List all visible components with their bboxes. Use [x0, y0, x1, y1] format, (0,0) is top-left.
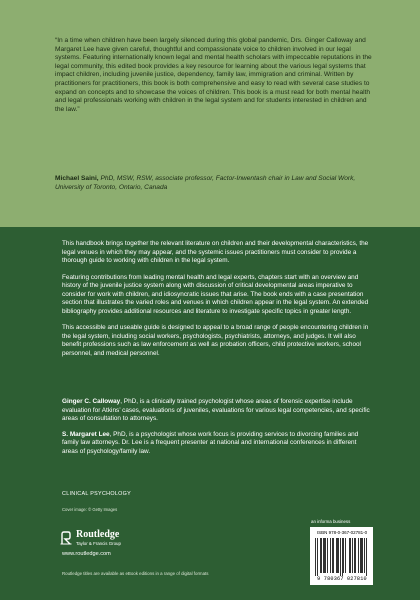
publisher-group: Taylor & Francis Group [76, 541, 121, 546]
barcode-digits: 9 780367 027810 [317, 576, 367, 582]
author-name: S. Margaret Lee [62, 430, 110, 438]
barcode-bars [315, 538, 368, 576]
author-bio [62, 398, 372, 424]
author-name: Ginger C. Calloway [62, 398, 121, 405]
ebook-note: Routledge titles are available as eBook editions in a range of digital formats [62, 571, 209, 576]
testimonial-author-title: PhD, MSW, RSW, associate professor, Factor-Inwentash chair in Law and Social Work, University of Toronto, Ontario, Canada [55, 175, 356, 191]
subject-category: CLINICAL PSYCHOLOGY [62, 491, 132, 497]
author-bio [62, 431, 372, 457]
isbn-barcode [310, 527, 373, 585]
testimonial-author [55, 175, 375, 192]
description-paragraph: This accessible and useable guide is designed to appeal to a broad range of people encountering children in the legal system, including social workers, psychologists, psychiatrists, attorneys, and judges. It will also benefit professions such as law enforcement as well as probation officers, child protective workers, school personnel, and medical personnel. [62, 324, 369, 357]
publisher-name: Routledge [76, 529, 120, 540]
description-paragraph: This handbook brings together the relevant literature on children and their developmental characteristics, the legal venues in which they may appear, and the systemic issues practitioners must consider to provide a thorough guide to working with children in the legal system. [62, 240, 369, 264]
author-bio-text: , PhD, is a clinically trained psychologist whose areas of forensic expertise include evaluation for Atkins’ cases, evaluations of juveniles, evaluations for various legal competencies, and specific areas of consultation to attorneys. [62, 398, 370, 422]
informa-tagline: an informa business [311, 519, 351, 524]
testimonial-quote: “In a time when children have been largely silenced during this global pandemic, Drs. Ginger Calloway and Margaret Lee have given careful, thoughtful and compassionate voice to children involved in our legal systems. Featuring internationally known legal and mental health scholars with impeccable reputations in the legal community, this edited book provides a key resource for learning about the various legal systems that impact children, including juvenile justice, dependency, family law, immigration and criminal. Written by practitioners for practitioners, this book is both comprehensive and easy to read with several case studies to expand on concepts and to showcase the voices of children. This book is a must read for both mental health and legal professionals working with children in the legal system and for students interested in children and the law.” [55, 37, 372, 113]
routledge-mark-icon [60, 531, 72, 545]
publisher-logo [60, 529, 130, 549]
author-bio-text: , PhD, is a psychologist whose work focus is providing services to divorcing families and family law attorneys. Dr. Lee is a frequent presenter at national and international conferences in different areas of psychology/family law. [62, 430, 359, 455]
testimonial-panel [0, 0, 420, 227]
publisher-url[interactable]: www.routledge.com [62, 551, 111, 557]
description-paragraph: Featuring contributions from leading mental health and legal experts, chapters start with an overview and history of the juvenile justice system along with discussion of critical developmental areas imperative to consider for work with children, and idiosyncratic issues that arise. The book ends with a case presentation section that illustrates the varied roles and venues in which children appear in the legal system. An extended bibliography provides additional resources and literature to investigate specific topics in greater length. [62, 273, 369, 315]
cover-image-credit: Cover image: © Getty Images [62, 507, 118, 512]
isbn-text: ISBN 978-0-367-02781-0 [316, 530, 368, 535]
testimonial-author-name: Michael Saini, [55, 175, 99, 182]
book-description [62, 240, 372, 366]
author-bios [62, 398, 372, 463]
